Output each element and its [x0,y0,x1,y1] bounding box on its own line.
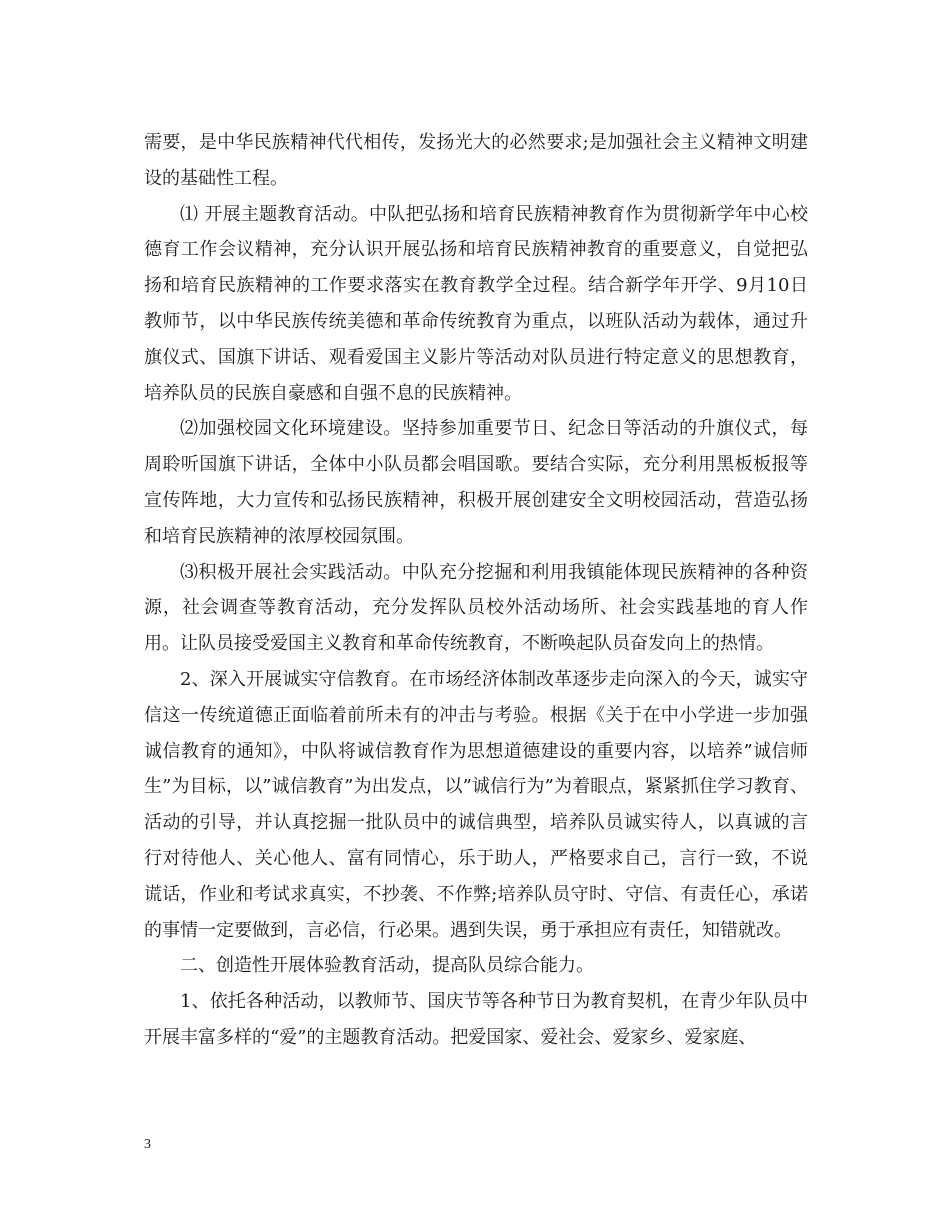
paragraph-social-practice: ⑶积极开展社会实践活动。中队充分挖掘和利用我镇能体现民族精神的各种资源，社会调查等教育活动，充分发挥队员校外活动场所、社会实践基地的育人作用。让队员接受爱国主义教育和革命传统教育，不断唤起队员奋发向上的热情。 [144,561,808,655]
paragraph-campus-culture: ⑵加强校园文化环境建设。坚持参加重要节日、纪念日等活动的升旗仪式，每周聆听国旗下讲话，全体中小队员都会唱国歌。要结合实际，充分利用黑板板报等宣传阵地，大力宣传和弘扬民族精神，积极开展创建安全文明校园活动，营造弘扬和培育民族精神的浓厚校园氛围。 [144,418,808,547]
paragraph-continuation: 需要，是中华民族精神代代相传，发扬光大的必然要求;是加强社会主义精神文明建设的基础性工程。 [144,132,808,189]
paragraph-integrity-education: 2、深入开展诚实守信教育。在市场经济体制改革逐步走向深入的今天，诚实守信这一传统道德正面临着前所未有的冲击与考验。根据《关于在中小学进一步加强诚信教育的通知》，中队将诚信教育作为思想道德建设的重要内容，以培养”诚信师生”为目标，以”诚信教育”为出发点，以”诚信行为”为着眼点，紧紧抓住学习教育、活动的引导，并认真挖掘一批队员中的诚信典型，培养队员诚实待人，以真诚的言行对待他人、关心他人、富有同情心，乐于助人，严格要求自己，言行一致，不说谎话，作业和考试求真实，不抄袭、不作弊;培养队员守时、守信、有责任心，承诺的事情一定要做到，言必信，行必果。遇到失误，勇于承担应有责任，知错就改。 [144,668,808,941]
section-heading-experience-education: 二、创造性开展体验教育活动，提高队员综合能力。 [180,955,594,977]
paragraph-theme-education: ⑴ 开展主题教育活动。中队把弘扬和培育民族精神教育作为贯彻新学年中心校德育工作会议精神，充分认识开展弘扬和培育民族精神教育的重要意义，自觉把弘扬和培育民族精神的工作要求落实在教育教学全过程。结合新学年开学、9月10日教师节，以中华民族传统美德和革命传统教育为重点，以班队活动为载体，通过升旗仪式、国旗下讲话、观看爱国主义影片等活动对队员进行特定意义的思想教育，培养队员的民族自豪感和自强不息的民族精神。 [144,203,808,404]
document-body [144,125,808,1056]
page-number: 3 [144,1137,151,1152]
paragraph-festival-activities: 1、依托各种活动，以教师节、国庆节等各种节日为教育契机，在青少年队员中开展丰富多样的“爱”的主题教育活动。把爱国家、爱社会、爱家乡、爱家庭、 [144,991,808,1048]
